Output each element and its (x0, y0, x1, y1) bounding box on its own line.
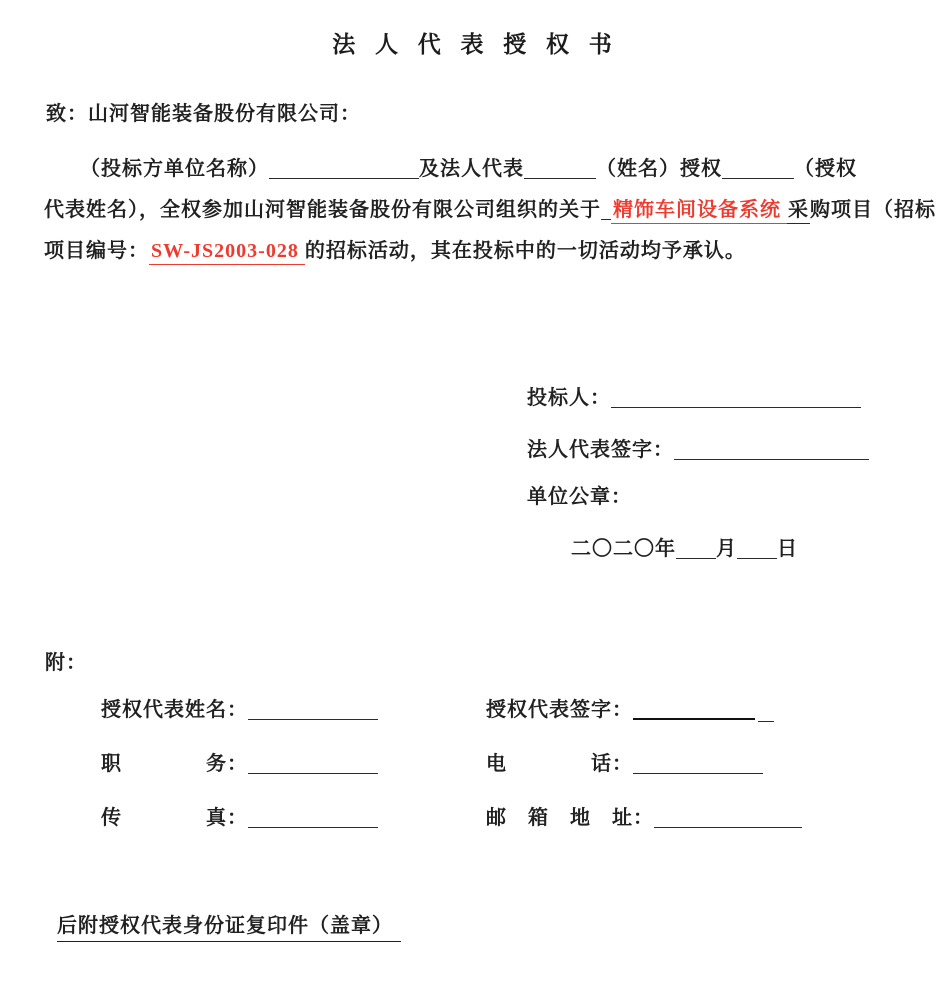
bidder-label: 投标人： (527, 387, 611, 409)
attachment-row (0, 724, 951, 775)
blank-day-line (737, 558, 777, 559)
blank-position-line (248, 773, 378, 774)
email-field (450, 778, 802, 853)
blank-phone-line (633, 773, 763, 774)
text-segment: 的招标活动，其在投标中的一切活动均予承认。 (304, 240, 746, 262)
blank-rep-sign-line (633, 718, 755, 720)
text-segment: 代表姓名），全权参加山河智能装备股份有限公司组织的关于 (44, 199, 601, 221)
date-month-label: 月 (716, 538, 737, 560)
rep-name-label: 授权代表姓名： (101, 699, 248, 721)
blank-rep-name-line (248, 719, 378, 720)
blank-fax-line (248, 827, 378, 828)
project-number-value: SW-JS2003-028 (149, 240, 305, 265)
authorization-paragraph (44, 149, 936, 272)
text-segment: 购项目（招标 (810, 199, 936, 221)
text-segment-underlined: 采 (787, 199, 810, 224)
date-row (547, 509, 798, 584)
blank-email-line (654, 827, 802, 828)
text-segment: 项目编号： (44, 240, 149, 262)
paragraph-line-2 (44, 190, 936, 231)
text-segment: （姓名）授权 (596, 158, 722, 180)
attachment-row (0, 670, 951, 721)
text-segment: （授权 (794, 158, 857, 180)
recipient-line: 致：山河智能装备股份有限公司： (46, 103, 361, 125)
legal-rep-sign-label: 法人代表签字： (527, 439, 674, 461)
paragraph-line-1 (44, 149, 931, 190)
attachment-heading: 附： (45, 652, 87, 674)
company-seal-label: 单位公章： (527, 486, 632, 508)
footer-note: 后附授权代表身份证复印件（盖章） (57, 909, 401, 942)
blank-authorized-rep-line (722, 178, 794, 179)
blank-before-project-name (601, 219, 611, 220)
paragraph-line-3 (44, 231, 931, 272)
blank-month-line (676, 558, 716, 559)
rep-sign-label: 授权代表签字： (486, 699, 633, 721)
blank-rep-sign-tick (758, 721, 774, 722)
email-label: 邮 箱 地 址： (486, 807, 654, 829)
attachment-row (0, 778, 951, 829)
text-segment: （投标方单位名称） (80, 158, 269, 180)
fax-label: 传 真： (101, 807, 248, 829)
blank-bidder-company-name-line (269, 178, 419, 179)
project-name-value: 精饰车间设备系统 (611, 199, 787, 224)
text-segment: 及法人代表 (419, 158, 524, 180)
phone-label: 电 话： (486, 753, 633, 775)
blank-legal-rep-sign-line (674, 459, 869, 460)
position-label: 职 务： (101, 753, 248, 775)
fax-field (65, 778, 378, 853)
date-day-label: 日 (777, 538, 798, 560)
document-title: 法 人 代 表 授 权 书 (332, 32, 619, 57)
blank-bidder-line (611, 407, 861, 408)
date-year-label: 二〇二〇年 (571, 538, 676, 560)
blank-legal-rep-name-line (524, 178, 596, 179)
